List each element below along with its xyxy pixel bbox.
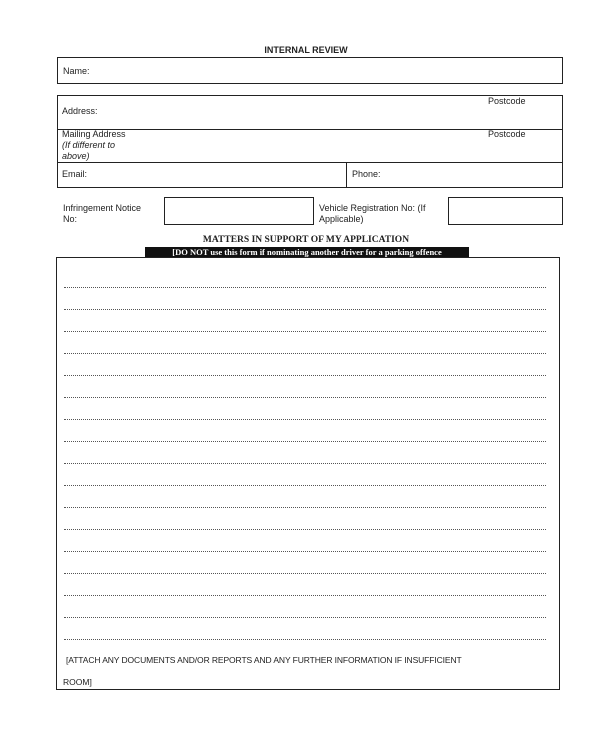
dotted-writing-line bbox=[64, 551, 546, 552]
vehicle-registration-label: Vehicle Registration No: (If bbox=[319, 203, 426, 213]
vehicle-registration-label-2: Applicable) bbox=[319, 214, 364, 224]
matters-heading: MATTERS IN SUPPORT OF MY APPLICATION bbox=[202, 235, 410, 245]
infringement-label-2: No: bbox=[63, 214, 78, 224]
email-label: Email: bbox=[62, 169, 88, 179]
dotted-writing-line bbox=[64, 573, 546, 574]
dotted-writing-line bbox=[64, 441, 546, 442]
dotted-writing-line bbox=[64, 375, 546, 376]
dotted-writing-line bbox=[64, 309, 546, 310]
matters-text-area[interactable] bbox=[56, 257, 560, 690]
infringement-notice-input[interactable] bbox=[164, 197, 314, 225]
vehicle-registration-input[interactable] bbox=[448, 197, 563, 225]
dotted-writing-line bbox=[64, 507, 546, 508]
dotted-writing-line bbox=[64, 463, 546, 464]
form-title: INTERNAL REVIEW bbox=[264, 45, 348, 55]
dotted-writing-line bbox=[64, 397, 546, 398]
phone-label: Phone: bbox=[352, 169, 381, 179]
mailing-address-note: above) bbox=[62, 151, 90, 161]
mailing-address-field[interactable] bbox=[57, 129, 563, 162]
email-field[interactable] bbox=[57, 162, 346, 188]
postcode-label: Postcode bbox=[488, 96, 526, 106]
dotted-writing-line bbox=[64, 331, 546, 332]
infringement-label: Infringement Notice bbox=[63, 203, 142, 213]
dotted-writing-line bbox=[64, 639, 546, 640]
mailing-address-note: (If different to bbox=[62, 140, 116, 150]
name-label: Name: bbox=[63, 66, 90, 76]
address-label: Address: bbox=[62, 106, 98, 116]
dotted-writing-line bbox=[64, 353, 546, 354]
dotted-writing-line bbox=[64, 529, 546, 530]
mailing-postcode-label: Postcode bbox=[488, 129, 526, 139]
phone-field[interactable] bbox=[347, 162, 563, 188]
attach-note: [ATTACH ANY DOCUMENTS AND/OR REPORTS AND ANY FURTHER INFORMATION IF INSUFFICIENT bbox=[66, 655, 462, 665]
name-field[interactable] bbox=[57, 57, 563, 84]
attach-note-2: ROOM] bbox=[63, 677, 92, 687]
dotted-writing-line bbox=[64, 287, 546, 288]
mailing-address-label: Mailing Address bbox=[62, 129, 126, 139]
dotted-writing-line bbox=[64, 419, 546, 420]
dotted-writing-line bbox=[64, 485, 546, 486]
dotted-writing-line bbox=[64, 595, 546, 596]
address-field[interactable] bbox=[57, 95, 563, 129]
warning-banner: [DO NOT use this form if nominating another driver for a parking offence bbox=[145, 247, 469, 258]
dotted-writing-line bbox=[64, 617, 546, 618]
